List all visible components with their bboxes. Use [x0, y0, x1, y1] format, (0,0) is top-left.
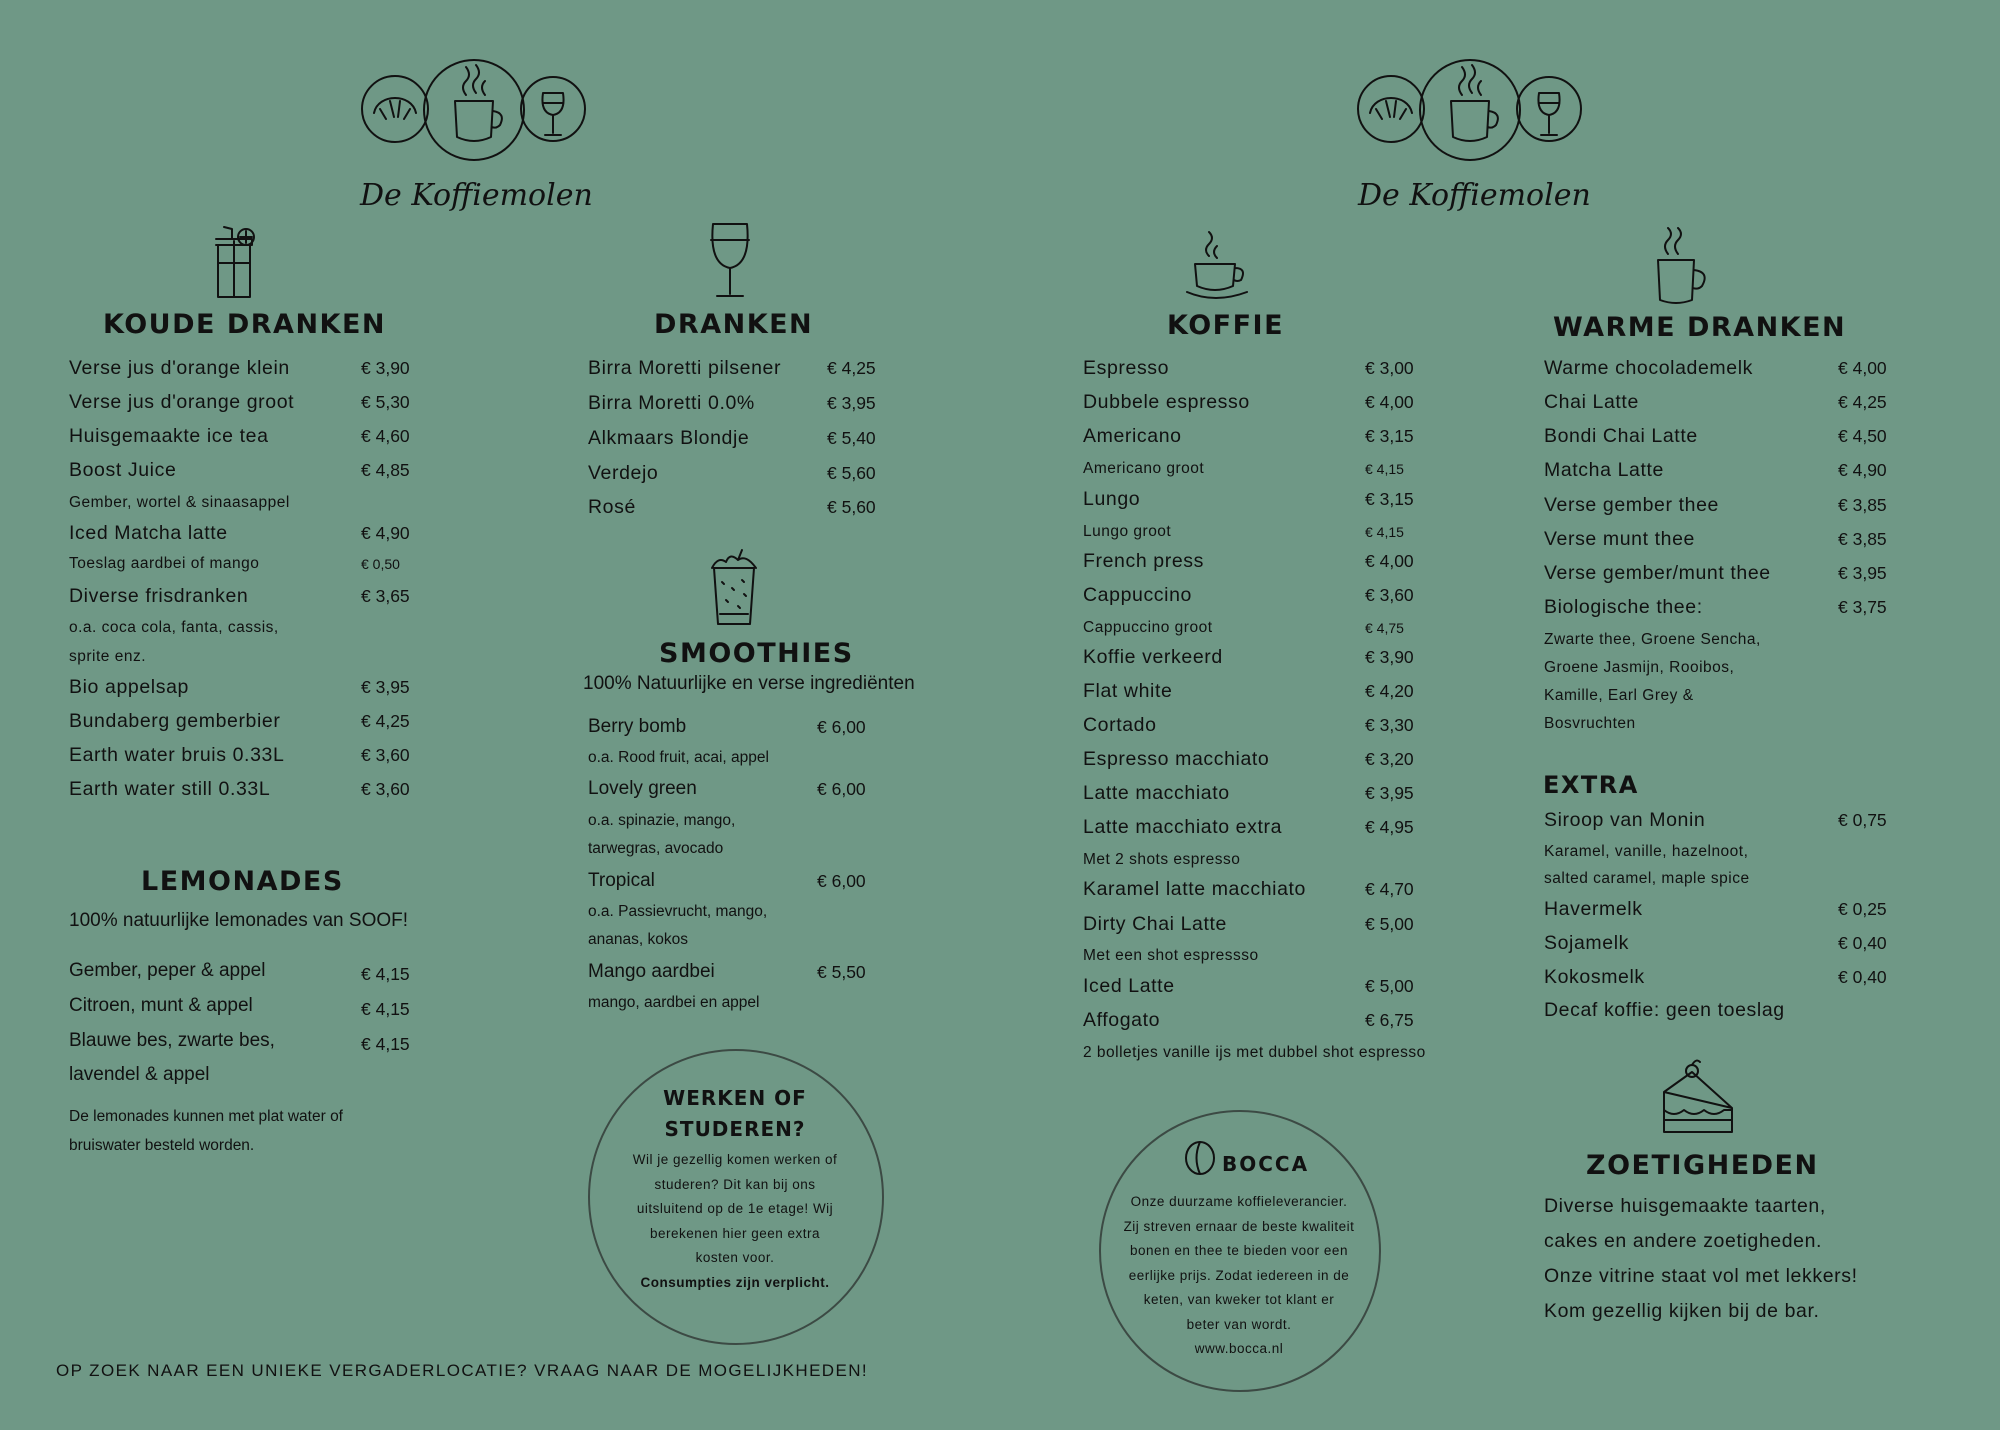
menu-item-price: € 4,00	[1838, 358, 1887, 378]
smoothies-subtitle: 100% Natuurlijke en verse ingrediënten	[583, 673, 915, 694]
lemonades-note-line2: bruiswater besteld worden.	[69, 1137, 255, 1154]
menu-item-name: Matcha Latte	[1544, 459, 1664, 481]
menu-note: Americano groot	[1083, 460, 1205, 477]
menu-item-name: Earth water still 0.33L	[69, 778, 271, 800]
menu-item-name: French press	[1083, 550, 1204, 572]
menu-item-name: Espresso	[1083, 357, 1170, 379]
menu-note: 2 bolletjes vanille ijs met dubbel shot espresso	[1083, 1044, 1426, 1061]
menu-item-price: € 4,50	[1838, 426, 1887, 446]
menu-note-price: € 0,50	[361, 556, 400, 572]
smoothie-note: o.a. Rood fruit, acai, appel	[588, 749, 769, 766]
bocca-text-line: keten, van kweker tot klant er	[1143, 1292, 1335, 1307]
werken-title	[590, 1083, 880, 1145]
menu-note-price: € 4,75	[1365, 620, 1404, 636]
coffee-cup-icon	[455, 65, 502, 141]
zoetigheden-line: cakes en andere zoetigheden.	[1544, 1230, 1823, 1252]
bocca-text-line: eerlijke prijs. Zodat iedereen in de	[1128, 1267, 1350, 1283]
brand-name-left: De Koffiemolen	[360, 178, 593, 213]
smoothie-note: mango, aardbei en appel	[588, 994, 760, 1011]
menu-item-name: Warme chocolademelk	[1544, 357, 1753, 379]
menu-note: Groene Jasmijn, Rooibos,	[1544, 659, 1735, 676]
menu-item-name: Espresso macchiato	[1083, 748, 1270, 770]
menu-item-price: € 3,15	[1365, 489, 1414, 509]
koude-dranken-title: KOUDE DRANKEN	[103, 309, 387, 340]
menu-item-name: Dubbele espresso	[1083, 391, 1250, 413]
lemonade-price: € 4,15	[361, 999, 410, 1019]
smoothie-note: o.a. Passievrucht, mango,	[588, 903, 768, 920]
menu-item-name: Bio appelsap	[69, 676, 189, 698]
menu-item-price: € 4,25	[361, 711, 410, 731]
lemonades-title: LEMONADES	[141, 866, 344, 897]
smoothie-price: € 6,00	[817, 871, 866, 891]
menu-item-price: € 3,95	[1838, 563, 1887, 583]
menu-item-name: Verse jus d'orange groot	[69, 391, 295, 413]
menu-item-price: € 4,25	[827, 358, 876, 378]
bocca-text-line: Zij streven ernaar de beste kwaliteit	[1123, 1218, 1355, 1234]
bocca-text	[1101, 1190, 1377, 1362]
menu-note: Karamel, vanille, hazelnoot,	[1544, 843, 1749, 860]
werken-title-line2: STUDEREN?	[664, 1117, 806, 1141]
menu-item-price: € 5,60	[827, 497, 876, 517]
menu-item-name: Bundaberg gemberbier	[69, 710, 281, 732]
smoothie-name: Mango aardbei	[588, 961, 715, 982]
lemonade-name: Gember, peper & appel	[69, 960, 266, 981]
croissant-icon	[374, 98, 416, 119]
juice-bottle-icon	[210, 225, 260, 300]
menu-item-name: Bondi Chai Latte	[1544, 425, 1698, 447]
menu-item-price: € 4,85	[361, 460, 410, 480]
menu-note: salted caramel, maple spice	[1544, 870, 1750, 887]
menu-item-name: Siroop van Monin	[1544, 809, 1706, 831]
menu-item-price: € 3,75	[1838, 597, 1887, 617]
menu-item-price: € 4,25	[1838, 392, 1887, 412]
menu-item-price: € 4,90	[361, 523, 410, 543]
menu-note-price: € 4,15	[1365, 524, 1404, 540]
smoothie-note: tarwegras, avocado	[588, 840, 724, 857]
menu-item-name: Havermelk	[1544, 898, 1643, 920]
menu-item-name: Iced Matcha latte	[69, 522, 228, 544]
menu-note: Kamille, Earl Grey &	[1544, 687, 1694, 704]
menu-item-price: € 3,60	[1365, 585, 1414, 605]
lemonade-price: € 4,15	[361, 964, 410, 984]
menu-item-name: Huisgemaakte ice tea	[69, 425, 269, 447]
menu-item-name: Iced Latte	[1083, 975, 1175, 997]
menu-item-price: € 3,95	[1365, 783, 1414, 803]
menu-item-price: € 3,85	[1838, 495, 1887, 515]
smoothie-price: € 5,50	[817, 962, 866, 982]
menu-note: Met 2 shots espresso	[1083, 851, 1241, 868]
logo-icons-right	[1356, 57, 1586, 167]
menu-item-name: Cortado	[1083, 714, 1157, 736]
menu-item-name: Earth water bruis 0.33L	[69, 744, 285, 766]
smoothie-name: Lovely green	[588, 778, 697, 799]
menu-item-price: € 3,90	[1365, 647, 1414, 667]
menu-note: o.a. coca cola, fanta, cassis,	[69, 619, 279, 636]
smoothie-name: Tropical	[588, 870, 655, 891]
menu-note: Gember, wortel & sinaasappel	[69, 494, 290, 511]
menu-item-price: € 5,00	[1365, 914, 1414, 934]
menu-note: Met een shot espressso	[1083, 947, 1259, 964]
coffee-bean-icon	[1183, 1140, 1217, 1176]
menu-item-price: € 4,00	[1365, 551, 1414, 571]
werken-bold-line: Consumpties zijn verplicht.	[640, 1275, 830, 1290]
menu-item-price: € 3,90	[361, 358, 410, 378]
menu-item-name: Diverse frisdranken	[69, 585, 249, 607]
zoetigheden-line: Onze vitrine staat vol met lekkers!	[1544, 1265, 1858, 1287]
bocca-text-line: Onze duurzame koffieleverancier.	[1130, 1194, 1348, 1209]
bocca-website: www.bocca.nl	[1194, 1341, 1284, 1356]
menu-note: Bosvruchten	[1544, 715, 1636, 732]
menu-item-name: Chai Latte	[1544, 391, 1639, 413]
bocca-text-line: beter van wordt.	[1186, 1316, 1292, 1332]
menu-item-name: Birra Moretti pilsener	[588, 357, 782, 379]
menu-item-price: € 3,30	[1365, 715, 1414, 735]
menu-note-price: € 4,15	[1365, 461, 1404, 477]
menu-note: sprite enz.	[69, 648, 147, 665]
menu-item-name: Kokosmelk	[1544, 966, 1645, 988]
menu-item-price: € 3,60	[361, 745, 410, 765]
lemonade-name: lavendel & appel	[69, 1064, 210, 1085]
smoothie-cup-icon	[708, 548, 760, 628]
menu-item-price: € 3,85	[1838, 529, 1887, 549]
menu-note: Lungo groot	[1083, 523, 1172, 540]
menu-note: Toeslag aardbei of mango	[69, 555, 260, 572]
extra-title: EXTRA	[1543, 771, 1639, 799]
menu-item-price: € 3,20	[1365, 749, 1414, 769]
lemonades-note-line1: De lemonades kunnen met plat water of	[69, 1108, 343, 1125]
menu-item-price: € 3,95	[361, 677, 410, 697]
menu-item-price: € 3,95	[827, 393, 876, 413]
werken-text-line: berekenen hier geen extra	[649, 1225, 821, 1241]
menu-item-name: Verse gember/munt thee	[1544, 562, 1771, 584]
menu-item-name: Sojamelk	[1544, 932, 1629, 954]
menu-item-price: € 4,90	[1838, 460, 1887, 480]
menu-item-name: Latte macchiato	[1083, 782, 1230, 804]
menu-item-name: Verse jus d'orange klein	[69, 357, 290, 379]
menu-item-price: € 5,30	[361, 392, 410, 412]
menu-item-name: Biologische thee:	[1544, 596, 1703, 618]
zoetigheden-line: Diverse huisgemaakte taarten,	[1544, 1195, 1826, 1217]
menu-item-price: € 3,60	[361, 779, 410, 799]
menu-item-name: Lungo	[1083, 488, 1141, 510]
dranken-title: DRANKEN	[654, 309, 814, 340]
menu-item-name: Americano	[1083, 425, 1182, 447]
smoothie-price: € 6,00	[817, 717, 866, 737]
footer-text: OP ZOEK NAAR EEN UNIEKE VERGADERLOCATIE? VRAAG NAAR DE MOGELIJKHEDEN!	[56, 1361, 869, 1380]
menu-item-name: Birra Moretti 0.0%	[588, 392, 755, 414]
smoothie-note: o.a. spinazie, mango,	[588, 812, 736, 829]
menu-item-name: Verdejo	[588, 462, 659, 484]
menu-item-name: Affogato	[1083, 1009, 1161, 1031]
smoothie-price: € 6,00	[817, 779, 866, 799]
werken-text-line: studeren? Dit kan bij ons	[654, 1176, 816, 1192]
zoetigheden-title: ZOETIGHEDEN	[1586, 1150, 1819, 1181]
menu-item-price: € 4,60	[361, 426, 410, 446]
mug-icon	[1654, 228, 1712, 306]
wine-glass-icon	[705, 220, 755, 300]
menu-item-name: Cappuccino	[1083, 584, 1192, 606]
menu-item-name: Verse gember thee	[1544, 494, 1719, 516]
werken-text-line: Wil je gezellig komen werken of	[632, 1152, 838, 1167]
menu-item-name: Dirty Chai Latte	[1083, 913, 1227, 935]
menu-item-price: € 0,40	[1838, 967, 1887, 987]
menu-item-name: Rosé	[588, 496, 636, 518]
menu-item-price: € 6,75	[1365, 1010, 1414, 1030]
menu-item-price: € 3,00	[1365, 358, 1414, 378]
cake-slice-icon	[1662, 1062, 1736, 1134]
wine-glass-icon	[542, 93, 563, 135]
werken-text-line: kosten voor.	[695, 1250, 775, 1265]
werken-text	[590, 1148, 880, 1271]
menu-item-name: Latte macchiato extra	[1083, 816, 1283, 838]
menu-item-name: Koffie verkeerd	[1083, 646, 1223, 668]
menu-item-name: Decaf koffie: geen toeslag	[1544, 999, 1785, 1021]
menu-item-name: Verse munt thee	[1544, 528, 1696, 550]
lemonade-price: € 4,15	[361, 1034, 410, 1054]
werken-text-line: uitsluitend op de 1e etage! Wij	[636, 1201, 834, 1216]
menu-note: Cappuccino groot	[1083, 619, 1213, 636]
menu-item-price: € 5,60	[827, 463, 876, 483]
coffee-saucer-icon	[1185, 230, 1255, 305]
smoothies-title: SMOOTHIES	[659, 638, 854, 669]
menu-item-price: € 5,40	[827, 428, 876, 448]
menu-item-name: Alkmaars Blondje	[588, 427, 750, 449]
menu-item-price: € 4,70	[1365, 879, 1414, 899]
lemonade-name: Citroen, munt & appel	[69, 995, 253, 1016]
menu-item-price: € 5,00	[1365, 976, 1414, 996]
menu-item-price: € 4,00	[1365, 392, 1414, 412]
lemonades-subtitle: 100% natuurlijke lemonades van SOOF!	[69, 910, 409, 931]
menu-item-name: Karamel latte macchiato	[1083, 878, 1306, 900]
zoetigheden-line: Kom gezellig kijken bij de bar.	[1544, 1300, 1820, 1322]
menu-item-price: € 0,25	[1838, 899, 1887, 919]
menu-item-price: € 4,95	[1365, 817, 1414, 837]
warme-dranken-title: WARME DRANKEN	[1553, 312, 1847, 343]
smoothie-note: ananas, kokos	[588, 931, 688, 948]
menu-item-price: € 0,75	[1838, 810, 1887, 830]
menu-item-name: Flat white	[1083, 680, 1173, 702]
bocca-title: BOCCA	[1222, 1152, 1310, 1176]
koffie-title: KOFFIE	[1167, 310, 1285, 341]
menu-note: Zwarte thee, Groene Sencha,	[1544, 631, 1761, 648]
menu-item-price: € 3,65	[361, 586, 410, 606]
logo-icons-left	[360, 57, 590, 167]
menu-item-price: € 0,40	[1838, 933, 1887, 953]
menu-item-name: Boost Juice	[69, 459, 177, 481]
smoothie-name: Berry bomb	[588, 716, 687, 737]
werken-title-line1: WERKEN OF	[663, 1086, 807, 1110]
brand-name-right: De Koffiemolen	[1358, 178, 1591, 213]
bocca-text-line: bonen en thee te bieden voor een	[1130, 1243, 1348, 1258]
lemonade-name: Blauwe bes, zwarte bes,	[69, 1030, 275, 1051]
menu-item-price: € 3,15	[1365, 426, 1414, 446]
menu-item-price: € 4,20	[1365, 681, 1414, 701]
